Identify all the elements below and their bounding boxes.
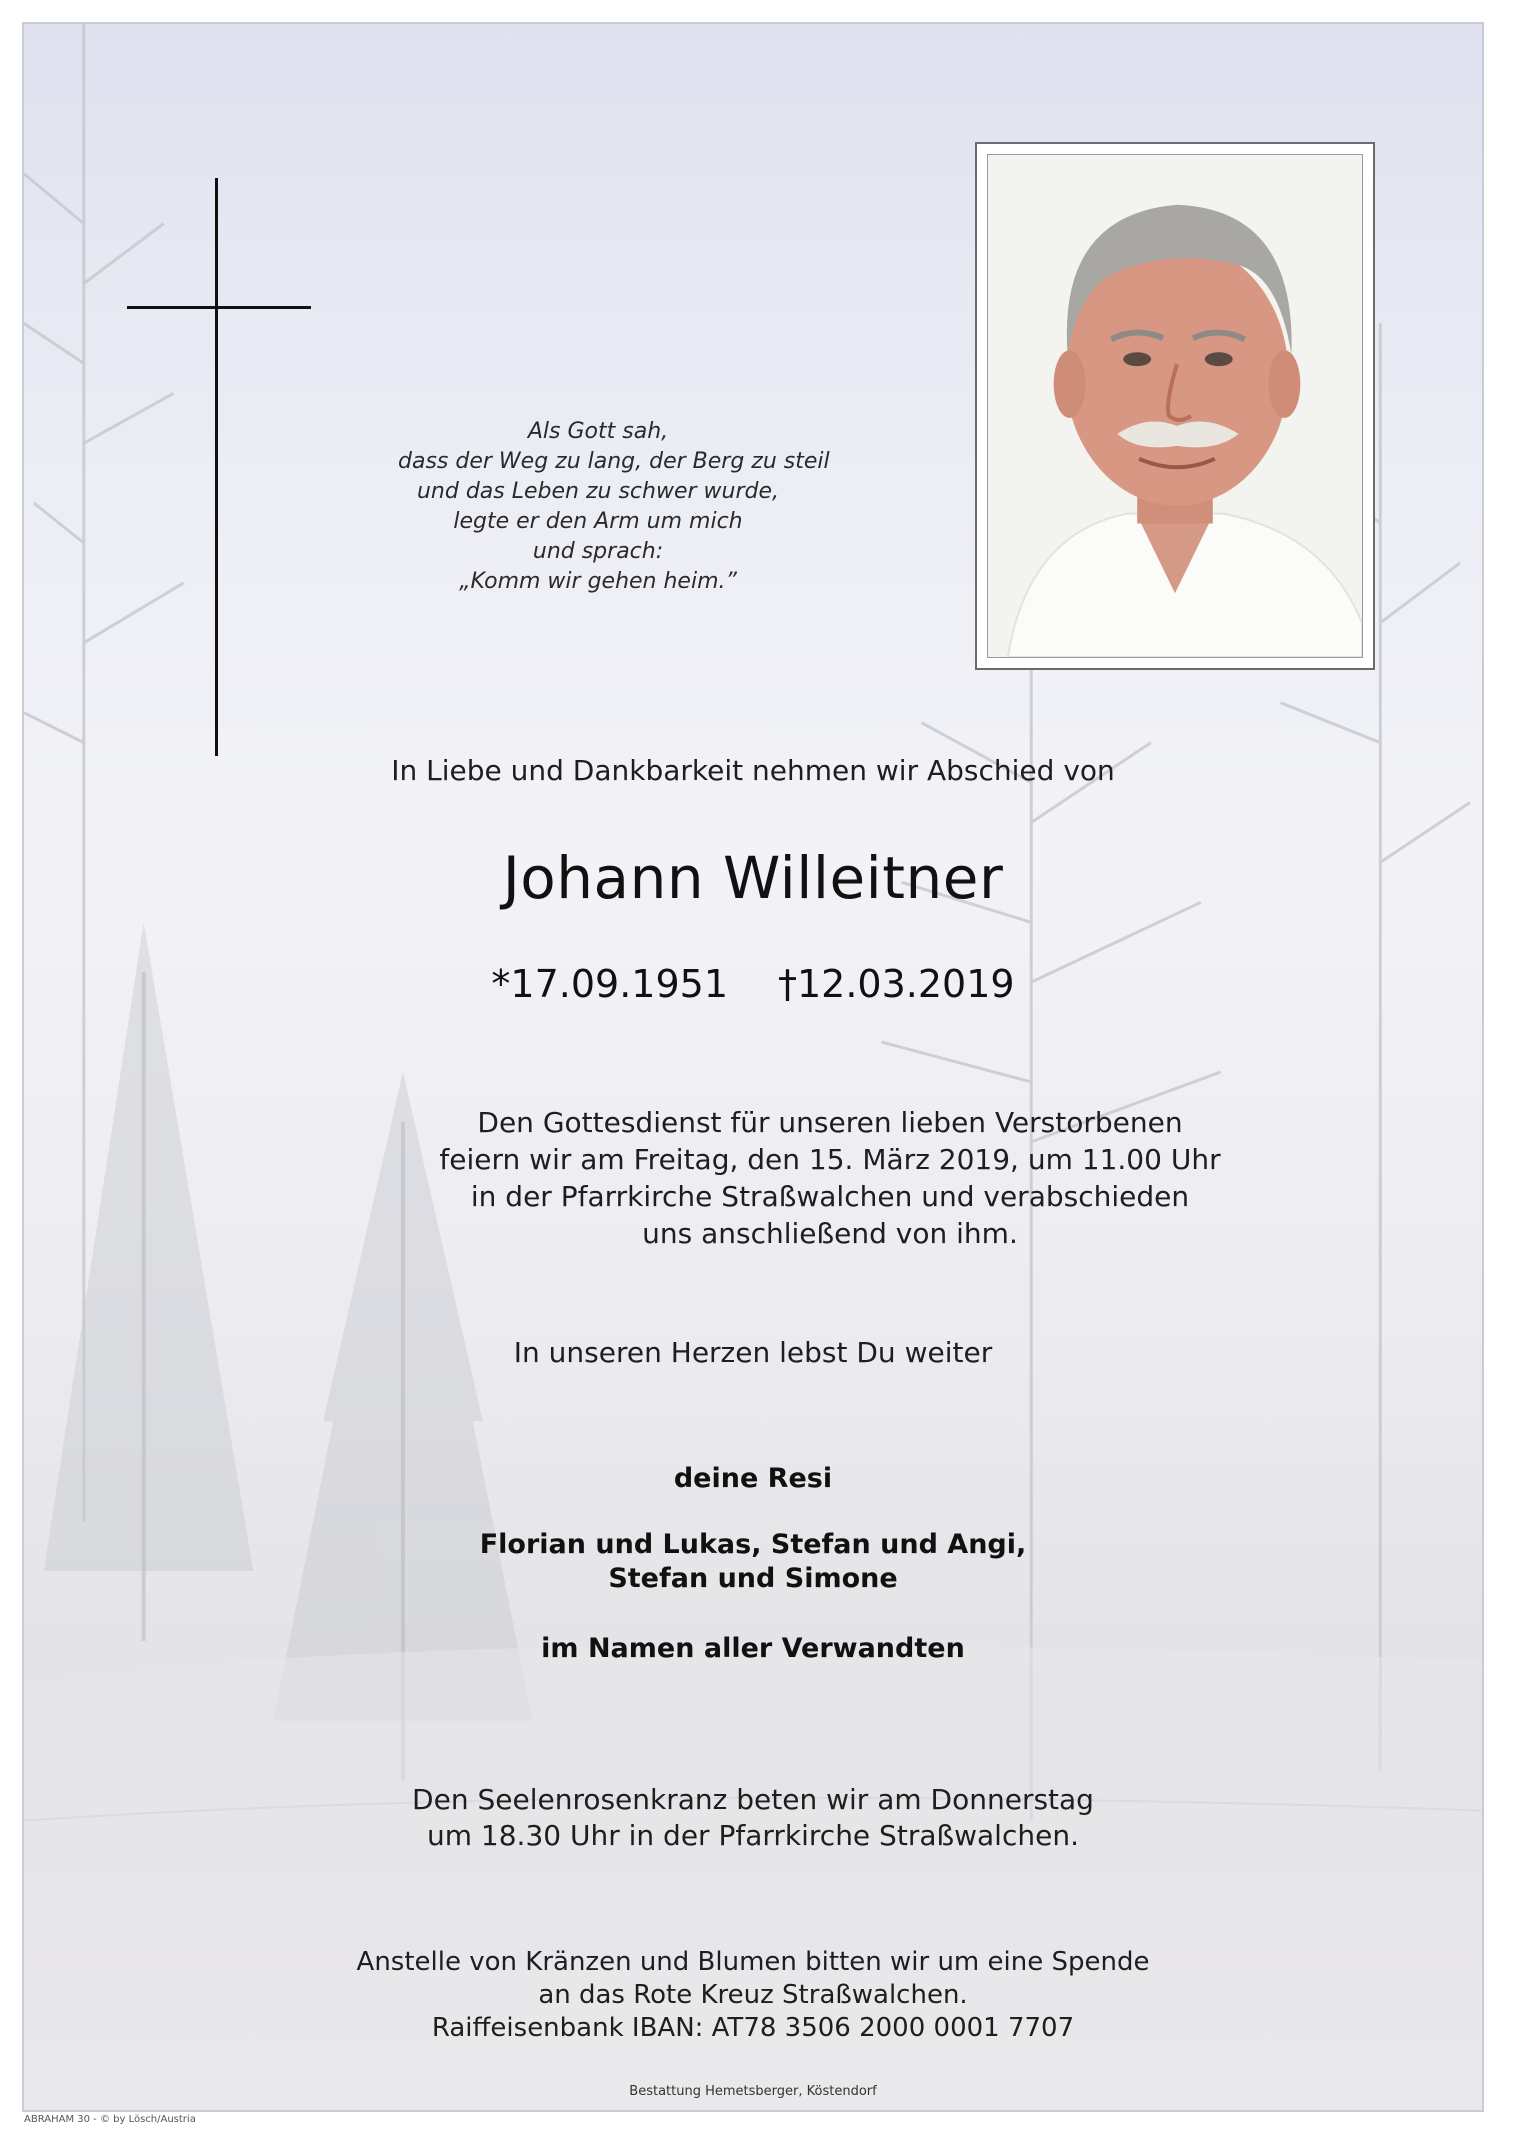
cross-horizontal-bar	[127, 306, 311, 309]
service-line: feiern wir am Freitag, den 15. März 2019, um 11.00 Uhr	[439, 1143, 1221, 1176]
poem-line: dass der Weg zu lang, der Berg zu steil	[398, 449, 830, 474]
death-date: †12.03.2019	[778, 962, 1015, 1006]
rosary-line: um 18.30 Uhr in der Pfarrkirche Straßwalchen.	[427, 1819, 1079, 1852]
mourner-children-line: Stefan und Simone	[608, 1563, 898, 1594]
cross-vertical-bar	[215, 178, 218, 756]
donation-notice	[24, 1946, 1482, 2045]
donation-line: Anstelle von Kränzen und Blumen bitten wir um eine Spende	[356, 1947, 1150, 1977]
mourner-children-line: Florian und Lukas, Stefan und Angi,	[479, 1529, 1027, 1560]
template-footer: ABRAHAM 30 - © by Lösch/Austria	[24, 2114, 196, 2125]
service-line: in der Pfarrkirche Straßwalchen und verabschieden	[470, 1180, 1190, 1213]
portrait-frame	[975, 142, 1375, 670]
funeral-service-text	[424, 1104, 1236, 1252]
donation-iban: Raiffeisenbank IBAN: AT78 3506 2000 0001 7707	[431, 2013, 1075, 2043]
poem-line: Als Gott sah,	[527, 419, 669, 444]
portrait-illustration	[988, 155, 1362, 657]
rosary-line: Den Seelenrosenkranz beten wir am Donnerstag	[412, 1783, 1094, 1816]
service-line: uns anschließend von ihm.	[642, 1217, 1018, 1250]
undertaker-credit: Bestattung Hemetsberger, Köstendorf	[629, 2084, 877, 2099]
remembrance-line: In unseren Herzen lebst Du weiter	[513, 1336, 993, 1369]
poem-line: und das Leben zu schwer wurde,	[416, 479, 779, 504]
life-dates	[24, 962, 1482, 1006]
mourner-relatives: im Namen aller Verwandten	[541, 1633, 965, 1664]
mourner-children	[24, 1528, 1482, 1596]
service-line: Den Gottesdienst für unseren lieben Verstorbenen	[477, 1106, 1183, 1139]
rosary-notice	[24, 1782, 1482, 1854]
portrait-photo	[987, 154, 1363, 658]
deceased-name: Johann Willeitner	[502, 844, 1004, 912]
birth-date: *17.09.1951	[491, 962, 728, 1006]
donation-line: an das Rote Kreuz Straßwalchen.	[538, 1980, 968, 2010]
farewell-intro: In Liebe und Dankbarkeit nehmen wir Abschied von	[391, 754, 1115, 787]
poem-line: „Komm wir gehen heim.”	[459, 569, 737, 594]
poem-line: legte er den Arm um mich	[453, 509, 743, 534]
mourner-spouse: deine Resi	[673, 1463, 833, 1494]
obituary-sheet	[22, 22, 1484, 2112]
memorial-poem	[398, 417, 830, 597]
poem-line: und sprach:	[532, 539, 664, 564]
